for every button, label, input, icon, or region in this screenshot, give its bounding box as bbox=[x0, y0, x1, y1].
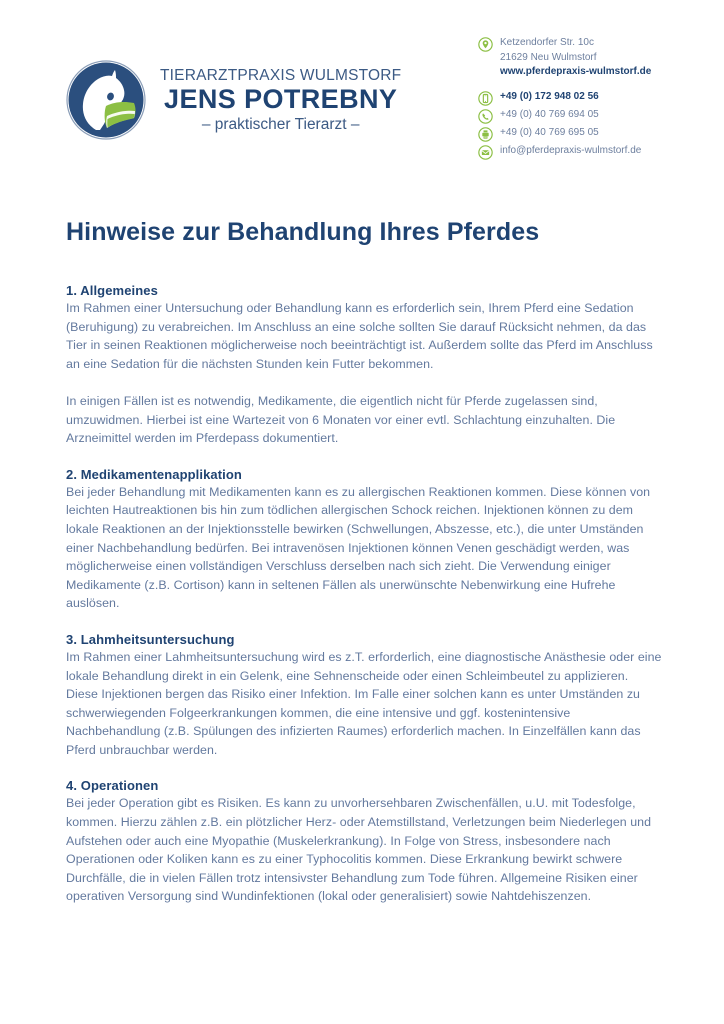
section-operationen bbox=[66, 778, 662, 906]
section-lahmheitsuntersuchung bbox=[66, 632, 662, 760]
page-title: Hinweise zur Behandlung Ihres Pferdes bbox=[66, 218, 540, 246]
contact-website[interactable]: www.pferdepraxis-wulmstorf.de bbox=[500, 66, 652, 77]
section-medikamentenapplikation bbox=[66, 467, 662, 613]
telephone-icon bbox=[478, 109, 493, 124]
contact-fax-row bbox=[478, 126, 718, 142]
envelope-icon bbox=[478, 145, 493, 160]
contact-street: Ketzendorfer Str. 10c bbox=[500, 37, 594, 48]
section-paragraph: Bei jeder Behandlung mit Medikamenten kann es zu allergischen Reaktionen kommen. Diese können von leichten Hautreaktionen bis hin zum tödlichen allergischen Schock reichen. Injektionen können zu dem lokale Reaktionen an der Injektionsstelle bewirken (Schwellungen, Abszesse, etc.), die unter Umständen einer Nachbehandlung bedürfen. Bei intravenösen Injektionen können Venen geschädigt werden, was möglicherweise einen vollständigen Verschluss derselben nach sich zieht. Die Verwendung einiger Medikamente (z.B. Cortison) kann in seltenen Fällen als unerwünschte Nebenwirkung eine Hufrehe auslösen. bbox=[66, 484, 651, 611]
section-paragraph: In einigen Fällen ist es notwendig, Medikamente, die eigentlich nicht für Pferde zugelassen sind, umzuwidmen. Hierbei ist eine Wartezeit von 6 Monaten vor einer evtl. Schlachtung einzuhalten. Die Arzneimittel werden im Pferdepass dokumentiert. bbox=[66, 393, 616, 446]
section-paragraph: Im Rahmen einer Untersuchung oder Behandlung kann es erforderlich sein, Ihrem Pferd eine Sedation (Beruhigung) zu verabreichen. Im Anschluss an eine solche sollten Sie darauf Rücksicht nehmen, da das Tier in seinen Reaktionen möglicherweise noch beeinträchtigt ist. Außerdem sollte das Pferd im Anschluss an eine Sedation für die nächsten Stunden kein Futter bekommen. bbox=[66, 301, 653, 371]
page-header bbox=[0, 30, 724, 170]
contact-address-group bbox=[478, 36, 718, 80]
contact-mobile-row bbox=[478, 90, 718, 106]
section-paragraph: Im Rahmen einer Lahmheitsuntersuchung wird es z.T. erforderlich, eine diagnostische Anästhesie oder eine lokale Behandlung direkt in ein Gelenk, eine Sehnenscheide oder einen Schleimbeutel zu applizieren. Diese Injektionen bergen das Risiko einer Infektion. Im Falle einer solchen kann es unter Umständen zu schwerwiegenden Folgeerkrankungen kommen, die eine intensive und ggf. kostenintensive Nachbehandlung (z.B. Spülungen des infizierten Raumes) erforderlich machen. In Einzelfällen kann das Pferd unbrauchbar werden. bbox=[66, 649, 662, 757]
contact-numbers-group bbox=[478, 90, 718, 160]
logo-practice-name: TIERARZTPRAXIS WULMSTORF bbox=[160, 66, 402, 84]
contact-city: 21629 Neu Wulmstorf bbox=[500, 51, 597, 63]
contact-fax-value: +49 (0) 40 769 695 05 bbox=[500, 126, 599, 138]
document-body bbox=[66, 218, 662, 925]
contact-email-value[interactable]: info@pferdepraxis-wulmstorf.de bbox=[500, 144, 642, 156]
contact-mobile-value[interactable]: +49 (0) 172 948 02 56 bbox=[500, 90, 599, 102]
mobile-phone-icon bbox=[478, 91, 493, 106]
contact-phone-row bbox=[478, 108, 718, 124]
logo-tagline: – praktischer Tierarzt – bbox=[201, 116, 360, 133]
contact-phone-value[interactable]: +49 (0) 40 769 694 05 bbox=[500, 108, 599, 120]
section-allgemeines bbox=[66, 283, 662, 448]
logo-vet-name: JENS POTREBNY bbox=[164, 84, 398, 114]
section-heading: 4. Operationen bbox=[66, 778, 159, 794]
map-pin-icon bbox=[478, 37, 493, 52]
contact-email-row bbox=[478, 144, 718, 160]
contact-info-block bbox=[478, 36, 718, 170]
section-heading: 3. Lahmheitsuntersuchung bbox=[66, 631, 235, 647]
fax-icon bbox=[478, 127, 493, 142]
section-heading: 1. Allgemeines bbox=[66, 283, 158, 298]
practice-logo bbox=[66, 60, 401, 140]
horse-head-circle-logo-icon bbox=[66, 60, 146, 140]
section-paragraph: Bei jeder Operation gibt es Risiken. Es kann zu unvorhersehbaren Zwischenfällen, u.U. mit Todesfolge, kommen. Hierzu zählen z.B. ein plötzlicher Herz- oder Atemstillstand, Verletzungen beim Niederlegen und Aufstehen oder auch eine Myopathie (Muskelerkrankung). In Folge von Stress, insbesondere nach Operationen oder Koliken kann es zu einer Typhocolitis kommen. Diese Erkrankung bewirkt schwere Durchfälle, die in vielen Fällen trotz intensivster Behandlung zum Tode führen. Allgemeine Risiken einer operativen Versorgung sind Wundinfektionen (lokal oder generalisiert) sowie Nahtdehiszenzen. bbox=[66, 796, 652, 904]
section-heading: 2. Medikamentenapplikation bbox=[66, 466, 242, 482]
contact-address-row bbox=[478, 36, 718, 80]
